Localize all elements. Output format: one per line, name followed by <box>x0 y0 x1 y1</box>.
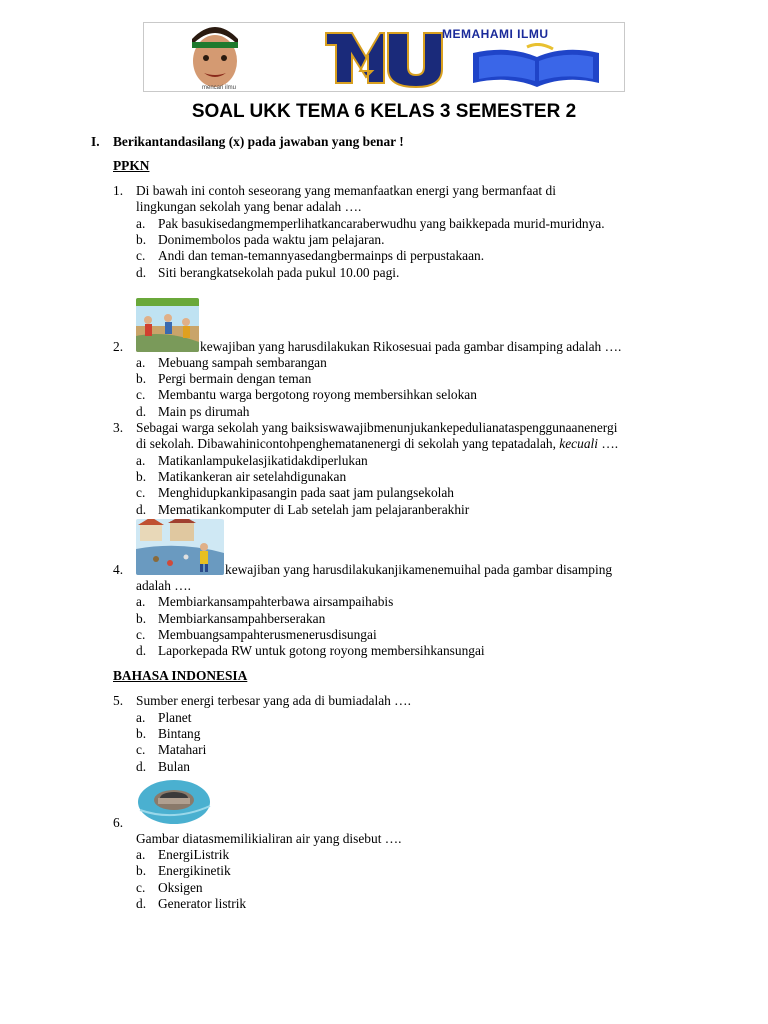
option-letter: a. <box>136 710 146 725</box>
question-ellipsis: …. <box>601 436 619 451</box>
section-bahasa-indonesia: BAHASA INDONESIA <box>113 668 248 683</box>
banner-caption: mencari ilmu <box>202 85 237 91</box>
question-number: 6. <box>113 815 124 830</box>
option-text: Oksigen <box>158 880 203 895</box>
option-letter: d. <box>136 896 147 911</box>
option-letter: b. <box>136 371 147 386</box>
question-number: 5. <box>113 693 124 708</box>
question-text: kewajiban yang harusdilakukanjikamenemuihal pada gambar disamping <box>225 562 613 577</box>
option-text: Matahari <box>158 742 207 757</box>
option-letter: d. <box>136 643 147 658</box>
option-text: Membiarkansampahterbawa airsampaihabis <box>158 594 394 609</box>
question-text: di sekolah. Dibawahinicontohpenghematanenergi di sekolah yang tepatadalah, <box>136 436 556 451</box>
header-banner <box>143 22 625 92</box>
option-text: Membantu warga bergotong royong membersihkan selokan <box>158 387 477 402</box>
option-letter: c. <box>136 627 146 642</box>
option-letter: b. <box>136 611 147 626</box>
option-text: Planet <box>158 710 192 725</box>
question-text: Sebagai warga sekolah yang baiksiswawajibmenunjukankepedulianataspenggunaanenergi <box>136 420 618 435</box>
option-letter: b. <box>136 863 147 878</box>
option-letter: d. <box>136 502 147 517</box>
option-text: Main ps dirumah <box>158 404 250 419</box>
option-letter: c. <box>136 387 146 402</box>
option-letter: c. <box>136 248 146 263</box>
option-text: Donimembolos pada waktu jam pelajaran. <box>158 232 385 247</box>
option-text: Andi dan teman-temannyasedangbermainps di perpustakaan. <box>158 248 485 263</box>
book-icon <box>469 43 604 89</box>
option-letter: b. <box>136 232 147 247</box>
mu-logo <box>322 27 447 89</box>
question-number: 2. <box>113 339 124 354</box>
option-letter: c. <box>136 742 146 757</box>
option-text: Matikanlampukelasjikatidakdiperlukan <box>158 453 368 468</box>
question-text: Gambar diatasmemilikialiran air yang disebut …. <box>136 831 402 846</box>
option-text: Siti berangkatsekolah pada pukul 10.00 pagi. <box>158 265 400 280</box>
option-text: Mebuang sampah sembarangan <box>158 355 327 370</box>
question-text: Di bawah ini contoh seseorang yang memanfaatkan energi yang bermanfaat di <box>136 183 556 198</box>
option-letter: a. <box>136 355 146 370</box>
question-text: kewajiban yang harusdilakukan Rikosesuai pada gambar disamping adalah …. <box>200 339 622 354</box>
question-text-line2 <box>136 436 618 452</box>
option-letter: b. <box>136 469 147 484</box>
page-title: SOAL UKK TEMA 6 KELAS 3 SEMESTER 2 <box>191 101 577 122</box>
option-text: Laporkepada RW untuk gotong royong membersihkansungai <box>158 643 485 658</box>
instruction-text: Berikantandasilang (x) pada jawaban yang benar ! <box>113 134 404 149</box>
option-text: Energikinetik <box>158 863 231 878</box>
option-letter: b. <box>136 726 147 741</box>
option-text: Generator listrik <box>158 896 247 911</box>
option-text: Mematikankomputer di Lab setelah jam pelajaranberakhir <box>158 502 470 517</box>
man-face-illustration <box>184 25 246 89</box>
instruction-number: I. <box>91 134 100 149</box>
option-text: Membuangsampahterusmenerusdisungai <box>158 627 377 642</box>
question-number: 4. <box>113 562 124 577</box>
option-letter: d. <box>136 759 147 774</box>
option-text: Matikankeran air setelahdigunakan <box>158 469 347 484</box>
option-letter: d. <box>136 265 147 280</box>
water-turbine-illustration <box>136 776 213 826</box>
option-letter: c. <box>136 880 146 895</box>
question-text: lingkungan sekolah yang benar adalah …. <box>136 199 362 214</box>
option-letter: a. <box>136 594 146 609</box>
option-text: Menghidupkankipasangin pada saat jam pulangsekolah <box>158 485 455 500</box>
option-letter: a. <box>136 847 146 862</box>
section-ppkn: PPKN <box>113 158 150 173</box>
gotong-royong-illustration <box>136 298 199 352</box>
question-emphasis: kecuali <box>559 436 598 451</box>
option-letter: d. <box>136 404 147 419</box>
option-text: Bintang <box>158 726 201 741</box>
option-letter: c. <box>136 485 146 500</box>
brand-text: MEMAHAMI ILMU <box>442 27 549 41</box>
option-text: Pergi bermain dengan teman <box>158 371 312 386</box>
question-text: Sumber energi terbesar yang ada di bumiadalah …. <box>136 693 411 708</box>
option-text: EnergiListrik <box>158 847 230 862</box>
option-text: Bulan <box>158 759 190 774</box>
river-trash-illustration <box>136 519 224 575</box>
option-letter: a. <box>136 453 146 468</box>
question-number: 3. <box>113 420 124 435</box>
option-text: Pak basukisedangmemperlihatkancaraberwudhu yang baikkepada murid-muridnya. <box>158 216 605 231</box>
option-text: Membiarkansampahberserakan <box>158 611 326 626</box>
question-text: adalah …. <box>136 578 192 593</box>
question-number: 1. <box>113 183 124 198</box>
option-letter: a. <box>136 216 146 231</box>
